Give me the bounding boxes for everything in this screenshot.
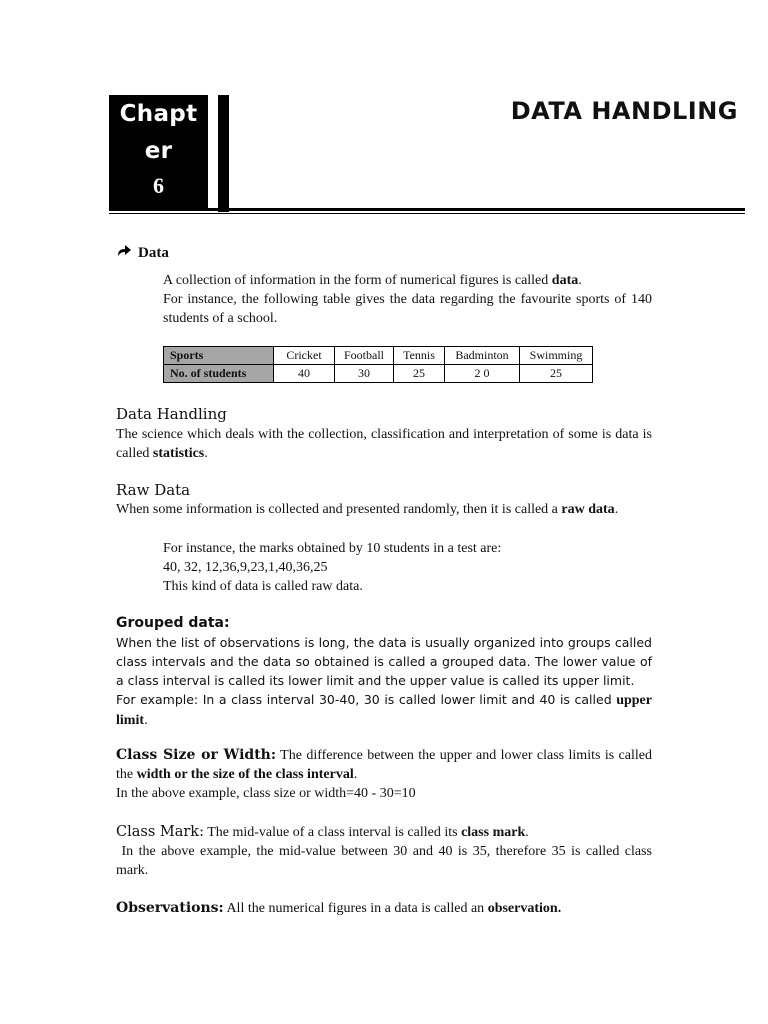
class-mark-text: [116, 823, 652, 880]
data-instance-text: For instance, the following table gives the data regarding the favourite sports of 140 students of a school.: [163, 292, 652, 326]
class-mark-body: The mid-value of a class interval is called its: [203, 825, 462, 840]
raw-data-bold: raw data: [561, 502, 615, 517]
grouped-data-example: For example: In a class interval 30-40, 30 is called lower limit and 40 is called: [116, 692, 617, 707]
data-handling-text: [116, 425, 652, 463]
data-handling-bold: statistics: [152, 446, 205, 461]
sports-table: [163, 346, 593, 383]
raw-data-example-line3: This kind of data is called raw data.: [163, 579, 363, 594]
observations-heading: Observations:: [116, 900, 224, 916]
raw-data-example-line2: 40, 32, 12,36,9,23,1,40,36,25: [163, 560, 328, 575]
table-row: [164, 347, 593, 365]
class-size-heading: Class Size or Width:: [116, 747, 277, 763]
raw-data-text: [116, 500, 652, 519]
raw-data-post: .: [614, 502, 619, 517]
class-mark-heading: Class Mark:: [116, 824, 204, 840]
page-title: DATA HANDLING: [510, 97, 738, 125]
grouped-data-example-post: .: [144, 712, 148, 727]
grouped-data-body: When the list of observations is long, the data is usually organized into groups called class intervals and the data so obtained is called a grouped data. The lower value of a class interval is called its lower limit and the upper value is called its upper limit.: [116, 635, 652, 688]
grouped-data-heading: Grouped data:: [116, 615, 230, 631]
table-row: [164, 365, 593, 383]
data-heading: [116, 243, 169, 262]
class-size-bold: width or the size of the class interval: [136, 767, 354, 782]
table-row-header: Sports: [164, 347, 274, 365]
chapter-label-line1: Chapt: [119, 101, 198, 127]
grouped-data-text: [116, 633, 652, 730]
table-cell: Tennis: [394, 347, 445, 365]
class-mark-bold: class mark: [461, 825, 526, 840]
data-heading-label: Data: [138, 245, 169, 261]
class-size-example: In the above example, class size or width=40 - 30=10: [116, 786, 416, 801]
data-handling-post: .: [204, 446, 208, 461]
header-rule-thin: [109, 213, 745, 214]
chapter-number: 6: [153, 173, 164, 198]
class-size-post: .: [353, 767, 358, 782]
class-mark-example: In the above example, the mid-value between 30 and 40 is 35, therefore 35 is called class mark.: [116, 844, 652, 878]
data-def-text: A collection of information in the form of numerical figures is called: [163, 273, 552, 288]
data-def-bold: data: [551, 273, 579, 288]
raw-data-example: [163, 539, 652, 596]
table-cell: 40: [274, 365, 335, 383]
observations-text: [116, 899, 652, 918]
class-mark-post: .: [525, 825, 529, 840]
arrow-bullet-icon: [116, 243, 132, 262]
observations-bold: observation.: [487, 901, 562, 916]
table-cell: Cricket: [274, 347, 335, 365]
table-cell: 30: [335, 365, 394, 383]
table-row-header: No. of students: [164, 365, 274, 383]
class-size-text: [116, 746, 652, 803]
table-cell: Football: [335, 347, 394, 365]
raw-data-example-line1: For instance, the marks obtained by 10 students in a test are:: [163, 541, 502, 556]
table-cell: Badminton: [445, 347, 520, 365]
observations-body: All the numerical figures in a data is called an: [223, 901, 488, 916]
data-definition: [163, 271, 652, 328]
table-cell: Swimming: [520, 347, 593, 365]
header-rule-thick: [109, 208, 745, 211]
data-def-post: .: [578, 273, 582, 288]
table-cell: 25: [394, 365, 445, 383]
raw-data-heading: Raw Data: [116, 481, 191, 499]
chapter-side-bar: [218, 95, 229, 212]
chapter-label-line2: er: [144, 138, 173, 164]
table-cell: 25: [520, 365, 593, 383]
table-cell: 2 0: [445, 365, 520, 383]
class-size-body: The difference between the upper and lower class limits is called the: [116, 748, 652, 782]
data-handling-body: The science which deals with the collection, classification and interpretation of some is data is called: [116, 427, 652, 461]
data-handling-heading: Data Handling: [116, 405, 227, 423]
chapter-box: [109, 95, 208, 211]
grouped-data-example-bold: upper limit: [116, 693, 652, 728]
raw-data-body: When some information is collected and presented randomly, then it is called a: [116, 502, 562, 517]
